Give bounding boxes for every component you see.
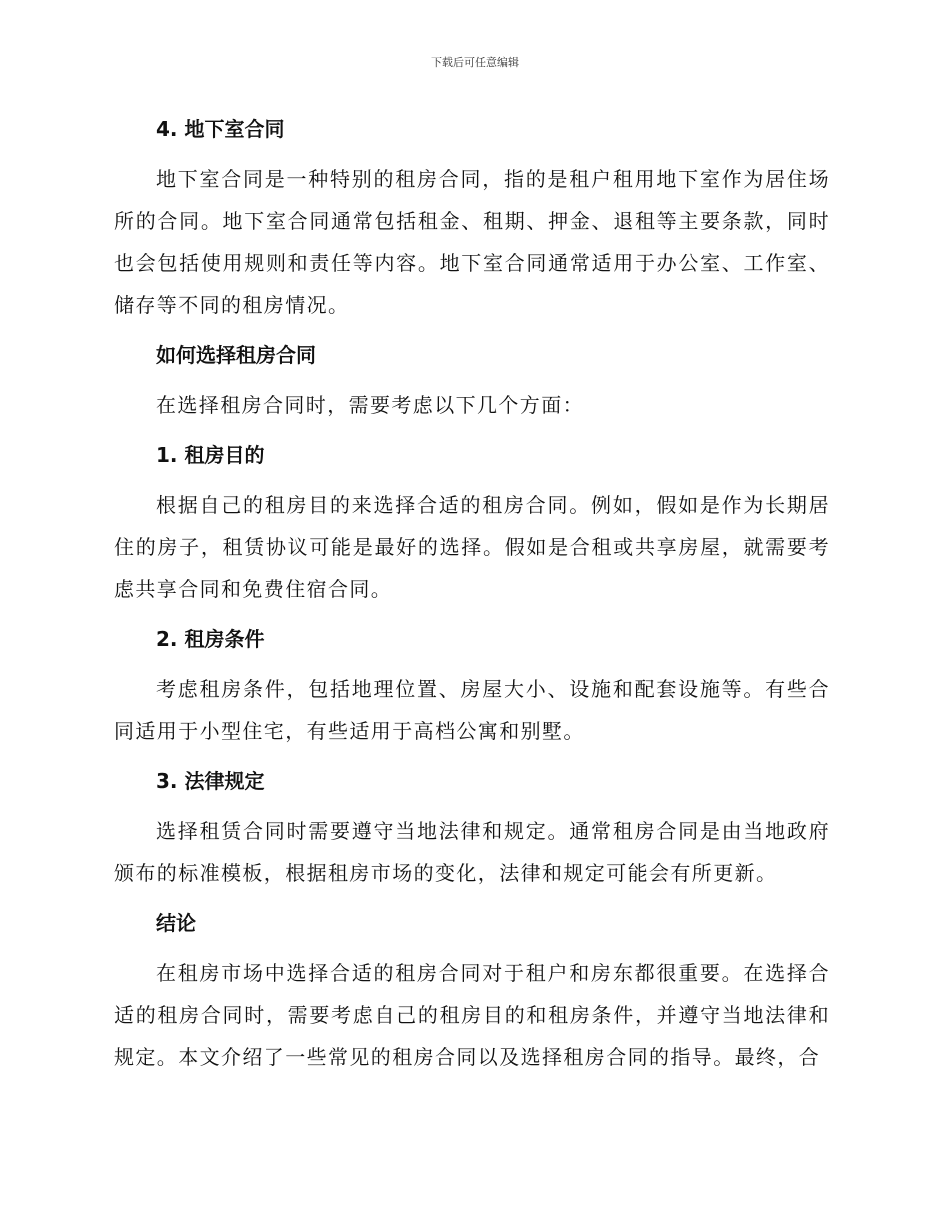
section-heading-basement: 4. 地下室合同 — [156, 117, 285, 141]
section-paragraph-legal: 选择租赁合同时需要遵守当地法律和规定。通常租房合同是由当地政府颁布的标准模板，根据租房市场的变化，法律和规定可能会有所更新。 — [114, 819, 830, 885]
section-heading-purpose: 1. 租房目的 — [156, 443, 265, 467]
section-paragraph-conditions: 考虑租房条件，包括地理位置、房屋大小、设施和配套设施等。有些合同适用于小型住宅，有些适用于高档公寓和别墅。 — [114, 677, 830, 743]
document-body — [114, 108, 830, 1086]
section-heading-conditions: 2. 租房条件 — [156, 627, 265, 651]
section-heading-conclusion: 结论 — [156, 911, 196, 935]
section-paragraph-basement: 地下室合同是一种特别的租房合同，指的是租户租用地下室作为居住场所的合同。地下室合同通常包括租金、租期、押金、退租等主要条款，同时也会包括使用规则和责任等内容。地下室合同通常适用于办公室、工作室、储存等不同的租房情况。 — [114, 167, 830, 317]
section-paragraph-how-to-choose: 在选择租房合同时，需要考虑以下几个方面： — [156, 393, 584, 417]
section-paragraph-conclusion: 在租房市场中选择合适的租房合同对于租户和房东都很重要。在选择合适的租房合同时，需要考虑自己的租房目的和租房条件，并遵守当地法律和规定。本文介绍了一些常见的租房合同以及选择租房合同的指导。最终，合 — [114, 961, 830, 1069]
section-heading-legal: 3. 法律规定 — [156, 769, 265, 793]
section-paragraph-purpose: 根据自己的租房目的来选择合适的租房合同。例如，假如是作为长期居住的房子，租赁协议可能是最好的选择。假如是合租或共享房屋，就需要考虑共享合同和免费住宿合同。 — [114, 493, 830, 601]
header-note: 下载后可任意编辑 — [431, 56, 519, 69]
section-heading-how-to-choose: 如何选择租房合同 — [156, 343, 316, 367]
